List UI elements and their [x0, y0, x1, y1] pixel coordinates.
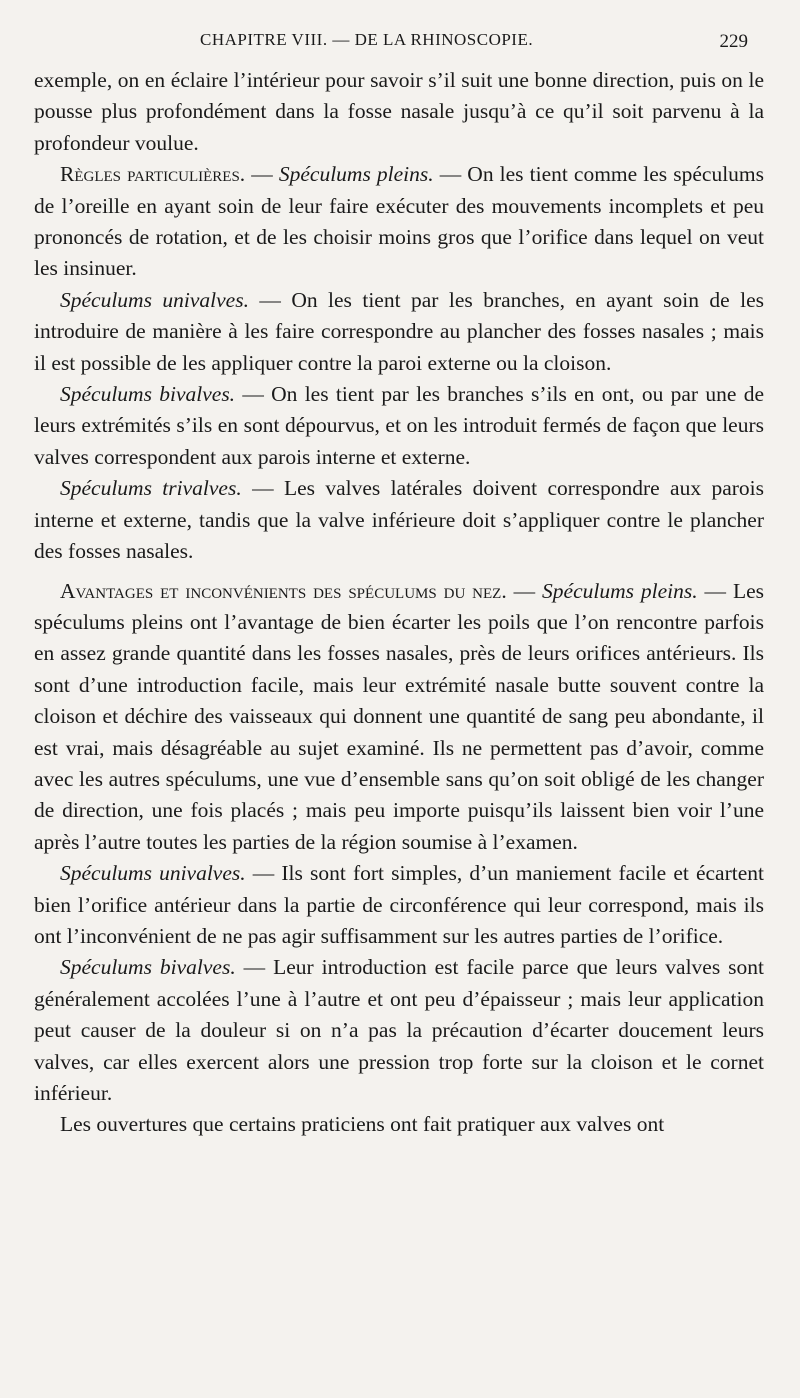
subheading: Spéculums trivalves.: [60, 476, 242, 501]
subheading: Spéculums pleins.: [542, 578, 698, 603]
paragraph-regles-pleins: Règles particulières. — Spéculums pleins. — On les tient comme les spéculums de l’oreille en ayant soin de leur faire exécuter des mouvements incomplets et peu prononcés de rotation, et de les choisir moins gros que l’orifice dans lequel on veut les insinuer.: [34, 162, 765, 281]
subheading: Spéculums univalves.: [60, 287, 249, 312]
page-header: [0, 30, 800, 60]
body-text: [34, 65, 764, 1141]
paragraph-avantages-univalves: Spéculums univalves. — Ils sont fort simples, d’un maniement facile et écartent bien l’orifice antérieur dans la partie de circonférence qui leur correspond, mais ils ont l’inconvénient de ne pas agir suffisamment sur les autres parties de l’orifice.: [34, 861, 764, 948]
subheading: Spéculums bivalves.: [60, 955, 236, 980]
page-number: 229: [719, 31, 748, 52]
paragraph-ouvertures: Les ouvertures que certains praticiens ont fait pratiquer aux valves ont: [60, 1112, 665, 1137]
subheading: Spéculums bivalves.: [60, 382, 236, 407]
section-lead: Règles particulières.: [60, 162, 246, 187]
running-title: CHAPITRE VIII. — DE LA RHINOSCOPIE.: [200, 30, 534, 49]
paragraph-continuation: exemple, on en éclaire l’intérieur pour savoir s’il suit une bonne direction, puis on le pousse plus profondément dans la fosse nasale jusqu’à ce qu’il soit parvenu à la profondeur voulue.: [34, 68, 764, 155]
paragraph-regles-univalves: Spéculums univalves. — On les tient par les branches, en ayant soin de les introduire de manière à les faire correspondre au plancher des fosses nasales ; mais il est possible de les appliquer contre la paroi externe ou la cloison.: [34, 287, 764, 375]
paragraph-avantages-pleins: Avantages et inconvénients des spéculums du nez. — Spéculums pleins. — Les spéculums pleins ont l’avantage de bien écarter les poils que l’on rencontre parfois en assez grande quantité dans les fosses nasales, près de leurs orifices antérieurs. Ils sont d’une introduction facile, mais leur extrémité nasale butte souvent contre la cloison et déchire des vaisseaux qui donnent une quantité de sang peu abondante, il est vrai, mais désagréable au sujet examiné. Ils ne permettent pas d’avoir, comme avec les autres spéculums, une vue d’ensemble sans qu’on soit obligé de les changer de direction, une fois placés ; mais peu importe puisqu’ils laissent bien voir l’une après l’autre toutes les parties de la région soumise à l’examen.: [34, 578, 765, 854]
paragraph-regles-bivalves: Spéculums bivalves. — On les tient par les branches s’ils en ont, ou par une de leurs extrémités s’ils en sont dépourvus, et on les introduit fermés de façon que leurs valves correspondent aux parois interne et externe.: [34, 382, 764, 469]
subheading: Spéculums univalves.: [60, 861, 246, 886]
paragraph-regles-trivalves: Spéculums trivalves. — Les valves latérales doivent correspondre aux parois interne et externe, tandis que la valve inférieure doit s’appliquer contre le plancher des fosses nasales.: [34, 476, 764, 564]
section-lead: Avantages et inconvénients des spéculums du nez.: [60, 578, 507, 603]
subheading: Spéculums pleins.: [278, 162, 434, 187]
paragraph-avantages-bivalves: Spéculums bivalves. — Leur introduction est facile parce que leurs valves sont généralement accolées l’une à l’autre et ont peu d’épaisseur ; mais leur application peut causer de la douleur si on n’a pas la précaution d’écarter doucement leurs valves, car elles exercent alors une pression trop forte sur la cloison et le cornet inférieur.: [34, 955, 764, 1105]
